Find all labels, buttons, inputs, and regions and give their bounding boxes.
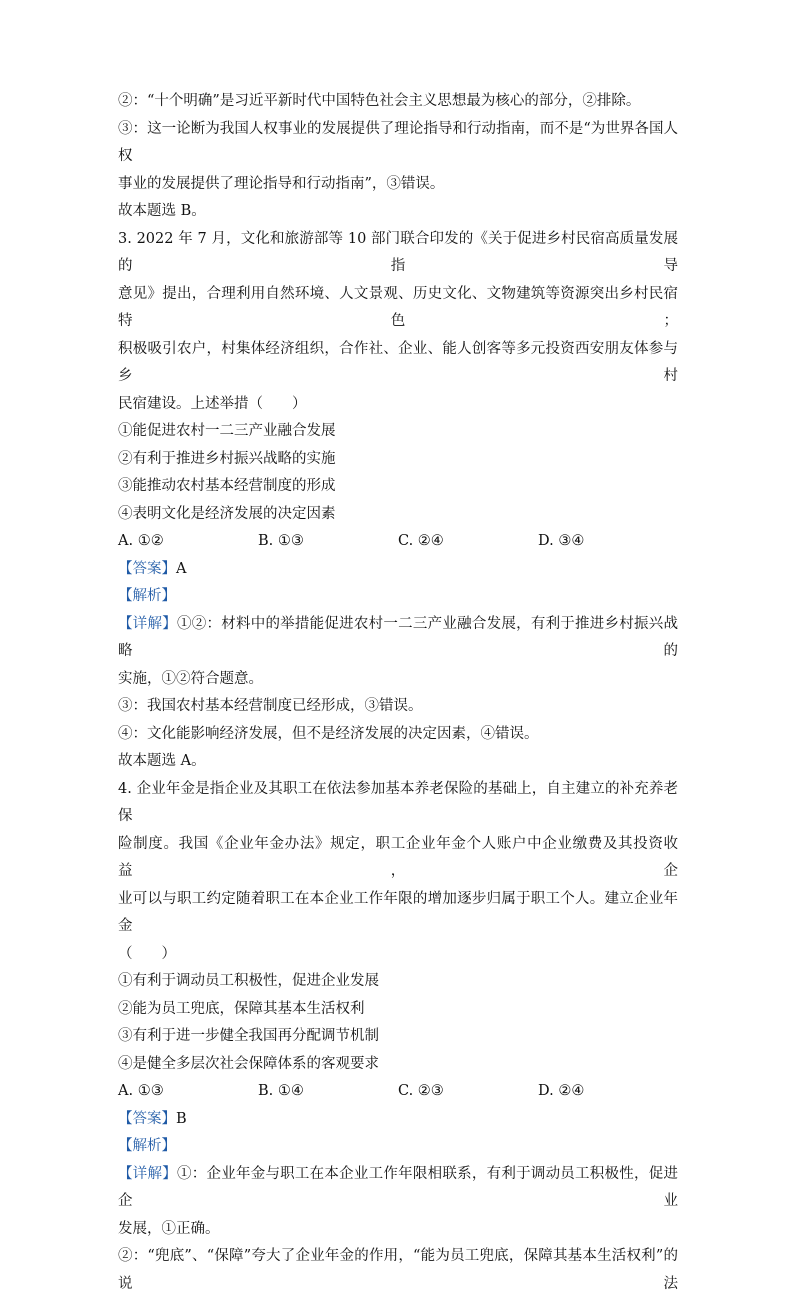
q3-stem-line: 民宿建设。上述举措（ ） bbox=[118, 395, 307, 412]
q2-line-3b: 事业的发展提供了理论指导和行动指南”，③错误。 bbox=[118, 175, 445, 192]
q3-conclusion: 故本题选 A。 bbox=[118, 753, 206, 769]
q4-choices bbox=[118, 1078, 678, 1106]
q2-conclusion: 故本题选 B。 bbox=[118, 203, 206, 219]
q4-option: ①有利于调动员工积极性，促进企业发展 bbox=[118, 973, 379, 989]
detail-tag: 【详解】 bbox=[118, 615, 177, 632]
detail-tag: 【详解】 bbox=[118, 1165, 177, 1182]
q4-detail-line: ②：“兜底”、“保障”夸大了企业年金的作用，“能为员工兜底，保障其基本生活权利”的说法 bbox=[118, 1248, 678, 1292]
q4-stem-line: 4. 企业年金是指企业及其职工在依法参加基本养老保险的基础上，自主建立的补充养老保 bbox=[118, 780, 678, 824]
q3-option: ④表明文化是经济发展的决定因素 bbox=[118, 505, 336, 522]
q4-detail-line bbox=[118, 1161, 678, 1216]
q4-analysis-tag: 【解析】 bbox=[118, 1138, 176, 1154]
q3-detail-line bbox=[118, 611, 678, 666]
q4-choice-b: B. ①④ bbox=[258, 1083, 304, 1099]
q4-option: ④是健全多层次社会保障体系的客观要求 bbox=[118, 1055, 379, 1072]
document-page bbox=[118, 88, 678, 1298]
answer-tag: 【答案】 bbox=[118, 1110, 176, 1127]
q3-choices bbox=[118, 528, 678, 556]
q4-option: ③有利于进一步健全我国再分配调节机制 bbox=[118, 1028, 379, 1044]
q4-choice-a: A. ①③ bbox=[118, 1083, 164, 1099]
q3-option: ①能促进农村一二三产业融合发展 bbox=[118, 423, 336, 439]
q4-stem-line: 险制度。我国《企业年金办法》规定，职工企业年金个人账户中企业缴费及其投资收益，企 bbox=[118, 835, 678, 879]
q3-analysis-tag: 【解析】 bbox=[118, 588, 176, 604]
q4-stem-line: 业可以与职工约定随着职工在本企业工作年限的增加逐步归属于职工个人。建立企业年金 bbox=[118, 890, 678, 934]
q4-choice-c: C. ②③ bbox=[398, 1083, 444, 1099]
q3-option: ③能推动农村基本经营制度的形成 bbox=[118, 478, 336, 494]
q3-choice-a: A. ①② bbox=[118, 533, 164, 549]
q3-stem-line: 积极吸引农户，村集体经济组织，合作社、企业、能人创客等多元投资西安朋友体参与乡村 bbox=[118, 340, 678, 384]
q3-choice-b: B. ①③ bbox=[258, 533, 304, 549]
q3-stem-line: 3. 2022 年 7 月，文化和旅游部等 10 部门联合印发的《关于促进乡村民宿高质量发展的指导 bbox=[118, 230, 678, 274]
q2-line-3a: ③：这一论断为我国人权事业的发展提供了理论指导和行动指南，而不是“为世界各国人权 bbox=[118, 120, 678, 164]
q3-stem-line: 意见》提出，合理利用自然环境、人文景观、历史文化、文物建筑等资源突出乡村民宿特色； bbox=[118, 285, 678, 329]
q4-choice-d: D. ②④ bbox=[538, 1083, 585, 1099]
q3-detail-line: ④：文化能影响经济发展，但不是经济发展的决定因素，④错误。 bbox=[118, 725, 539, 742]
answer-value: B bbox=[176, 1110, 187, 1127]
q4-option: ②能为员工兜底，保障其基本生活权利 bbox=[118, 1000, 365, 1017]
q3-choice-c: C. ②④ bbox=[398, 533, 444, 549]
answer-tag: 【答案】 bbox=[118, 560, 176, 577]
detail-text: ①②：材料中的举措能促进农村一二三产业融合发展，有利于推进乡村振兴战略的 bbox=[118, 615, 679, 659]
q3-detail-line: ③：我国农村基本经营制度已经形成，③错误。 bbox=[118, 698, 423, 714]
q2-line-2: ②：“十个明确”是习近平新时代中国特色社会主义思想最为核心的部分，②排除。 bbox=[118, 93, 641, 109]
q4-detail-line: 发展，①正确。 bbox=[118, 1220, 220, 1237]
answer-value: A bbox=[176, 560, 187, 577]
q3-answer bbox=[118, 556, 678, 584]
q3-detail-line: 实施，①②符合题意。 bbox=[118, 670, 263, 687]
detail-text: ①：企业年金与职工在本企业工作年限相联系，有利于调动员工积极性，促进企业 bbox=[118, 1165, 679, 1209]
q3-option: ②有利于推进乡村振兴战略的实施 bbox=[118, 450, 336, 467]
q4-stem-line: （ ） bbox=[118, 945, 176, 962]
q4-answer bbox=[118, 1106, 678, 1134]
q3-choice-d: D. ③④ bbox=[538, 533, 585, 549]
